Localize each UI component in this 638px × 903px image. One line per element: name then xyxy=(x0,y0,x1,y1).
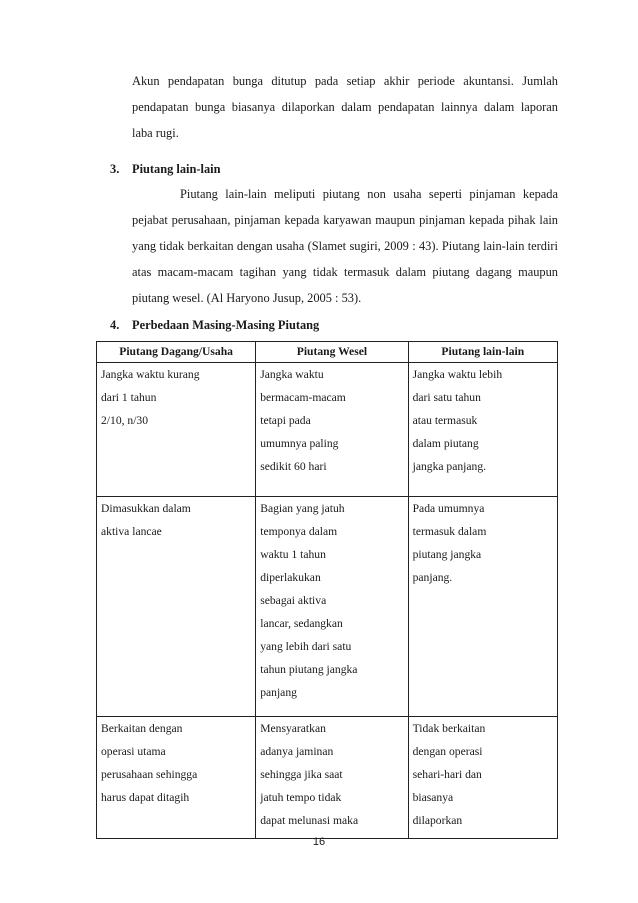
section-4-number: 4. xyxy=(110,318,120,332)
header-piutang-dagang: Piutang Dagang/Usaha xyxy=(97,342,256,363)
table-cell xyxy=(256,497,408,717)
cell-line: dalam piutang xyxy=(412,437,479,450)
table-row xyxy=(97,363,558,497)
cell-line: sehari-hari dan xyxy=(412,768,482,781)
cell-line: Pada umumnya xyxy=(412,502,485,515)
comparison-table xyxy=(96,341,558,839)
table-row xyxy=(97,717,558,839)
cell-line: Berkaitan dengan xyxy=(101,722,183,735)
section-3-line: Piutang lain-lain meliputi piutang non usaha seperti pinjaman kepada xyxy=(180,187,558,201)
table-cell xyxy=(408,497,557,717)
cell-line: temponya dalam xyxy=(260,525,338,538)
page-number: 16 xyxy=(312,836,326,848)
cell-line: perusahaan sehingga xyxy=(101,768,198,781)
cell-line: sebagai aktiva xyxy=(260,594,327,607)
table-cell xyxy=(97,497,256,717)
cell-line: Tidak berkaitan xyxy=(412,722,486,735)
cell-line: tahun piutang jangka xyxy=(260,663,358,676)
cell-line: waktu 1 tahun xyxy=(260,548,326,561)
intro-line: laba rugi. xyxy=(132,126,179,140)
cell-line: 2/10, n/30 xyxy=(101,414,149,427)
section-3-line: piutang wesel. (Al Haryono Jusup, 2005 : 53). xyxy=(132,291,362,305)
section-3-paragraph xyxy=(132,181,558,311)
cell-line: dapat melunasi maka xyxy=(260,814,359,827)
table-header-row xyxy=(97,342,558,363)
cell-line: operasi utama xyxy=(101,745,166,758)
cell-line: dari satu tahun xyxy=(412,391,481,404)
cell-line: yang lebih dari satu xyxy=(260,640,352,653)
intro-paragraph xyxy=(132,68,558,146)
cell-line: jatuh tempo tidak xyxy=(260,791,342,804)
section-3-number: 3. xyxy=(110,162,120,176)
cell-line: dengan operasi xyxy=(412,745,483,758)
section-4-heading xyxy=(110,318,319,333)
cell-line: dilaporkan xyxy=(412,814,463,827)
header-piutang-lain: Piutang lain-lain xyxy=(408,342,557,363)
cell-line: Jangka waktu kurang xyxy=(101,368,200,381)
cell-line: panjang xyxy=(260,686,297,699)
cell-line: harus dapat ditagih xyxy=(101,791,190,804)
section-3-line: yang tidak berkaitan dengan usaha (Slamet sugiri, 2009 : 43). Piutang lain-lain terdiri xyxy=(132,239,558,253)
cell-line: bermacam-macam xyxy=(260,391,346,404)
cell-line: dari 1 tahun xyxy=(101,391,157,404)
table-row xyxy=(97,497,558,717)
cell-line: jangka panjang. xyxy=(412,460,487,473)
section-3-line: pejabat perusahaan, pinjaman kepada karyawan maupun pinjaman kepada pihak lain xyxy=(132,213,558,227)
section-3-line: atas macam-macam tagihan yang tidak termasuk dalam piutang dagang maupun xyxy=(132,265,558,279)
section-4-title: Perbedaan Masing-Masing Piutang xyxy=(132,318,320,332)
table-cell xyxy=(408,717,557,839)
cell-line: adanya jaminan xyxy=(260,745,334,758)
cell-line: piutang jangka xyxy=(412,548,482,561)
cell-line: panjang. xyxy=(412,571,453,584)
cell-line: aktiva lancae xyxy=(101,525,162,538)
table-cell xyxy=(408,363,557,497)
intro-line: Akun pendapatan bunga ditutup pada setiap akhir periode akuntansi. Jumlah xyxy=(132,74,558,88)
cell-line: sehingga jika saat xyxy=(260,768,343,781)
cell-line: Bagian yang jatuh xyxy=(260,502,345,515)
cell-line: biasanya xyxy=(412,791,454,804)
cell-line: Jangka waktu lebih xyxy=(412,368,503,381)
section-3-title: Piutang lain-lain xyxy=(132,162,221,176)
cell-line: sedikit 60 hari xyxy=(260,460,327,473)
cell-line: Mensyaratkan xyxy=(260,722,326,735)
header-piutang-wesel: Piutang Wesel xyxy=(256,342,408,363)
cell-line: lancar, sedangkan xyxy=(260,617,343,630)
cell-line: tetapi pada xyxy=(260,414,311,427)
cell-line: diperlakukan xyxy=(260,571,321,584)
cell-line: termasuk dalam xyxy=(412,525,487,538)
cell-line: Jangka waktu xyxy=(260,368,324,381)
cell-line: atau termasuk xyxy=(412,414,478,427)
table-cell xyxy=(256,717,408,839)
intro-line: pendapatan bunga biasanya dilaporkan dalam pendapatan lainnya dalam laporan xyxy=(132,100,558,114)
table-cell xyxy=(97,717,256,839)
table-cell xyxy=(97,363,256,497)
cell-line: umumnya paling xyxy=(260,437,339,450)
table-cell xyxy=(256,363,408,497)
section-3-heading xyxy=(110,162,220,177)
cell-line: Dimasukkan dalam xyxy=(101,502,191,515)
